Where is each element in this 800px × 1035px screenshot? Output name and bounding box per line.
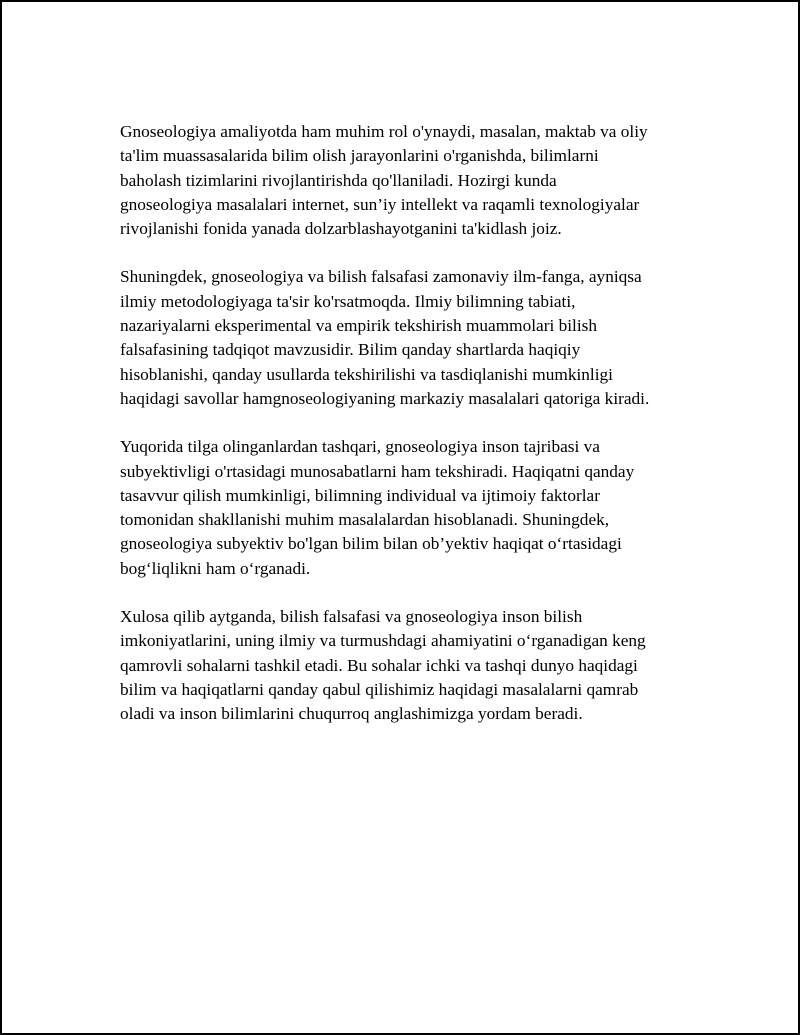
paragraph-line: baholash tizimlarini rivojlantirishda qo'llaniladi. Hozirgi kunda	[120, 170, 557, 190]
paragraph-line: hisoblanishi, qanday usullarda tekshirilishi va tasdiqlanishi mumkinligi	[120, 364, 613, 384]
paragraph-line: ilmiy metodologiyaga ta'sir ko'rsatmoqda. Ilmiy bilimning tabiati,	[120, 291, 576, 311]
paragraph-line: ta'lim muassasalarida bilim olish jarayonlarini o'rganishda, bilimlarni	[120, 146, 599, 166]
paragraph-line: tomonidan shakllanishi muhim masalalardan hisoblanadi. Shuningdek,	[120, 510, 610, 530]
paragraph-line: bilim va haqiqatlarni qanday qabul qilishimiz haqidagi masalalarni qamrab	[120, 679, 639, 699]
paragraph-line: subyektivligi o'rtasidagi munosabatlarni ham tekshiradi. Haqiqatni qanday	[120, 461, 635, 481]
paragraph-line: falsafasining tadqiqot mavzusidir. Bilim qanday shartlarda haqiqiy	[120, 340, 581, 360]
paragraph-line: Xulosa qilib aytganda, bilish falsafasi va gnoseologiya inson bilish	[120, 607, 583, 627]
paragraph-line: Shuningdek, gnoseologiya va bilish falsafasi zamonaviy ilm-fanga, ayniqsa	[120, 267, 642, 287]
paragraph-line: tasavvur qilish mumkinligi, bilimning individual va ijtimoiy faktorlar	[120, 485, 600, 505]
paragraph-line: rivojlanishi fonida yanada dolzarblashayotganini ta'kidlash joiz.	[120, 219, 562, 239]
paragraph-line: Gnoseologiya amaliyotda ham muhim rol o'ynaydi, masalan, maktab va oliy	[120, 122, 648, 141]
paragraph-1	[120, 120, 720, 241]
paragraph-line: gnoseologiya subyektiv bo'lgan bilim bilan ob’yektiv haqiqat o‘rtasidagi	[120, 534, 622, 554]
paragraph-3	[120, 435, 720, 581]
document-body	[120, 120, 720, 751]
paragraph-line: bog‘liqlikni ham o‘rganadi.	[120, 558, 311, 578]
paragraph-line: qamrovli sohalarni tashkil etadi. Bu sohalar ichki va tashqi dunyo haqidagi	[120, 655, 638, 675]
paragraph-line: gnoseologiya masalalari internet, sun’iy intellekt va raqamli texnologiyalar	[120, 194, 640, 214]
paragraph-line: nazariyalarni eksperimental va empirik tekshirish muammolari bilish	[120, 316, 598, 336]
paragraph-line: imkoniyatlarini, uning ilmiy va turmushdagi ahamiyatini o‘rganadigan keng	[120, 631, 646, 651]
paragraph-4	[120, 605, 720, 726]
paragraph-line: haqidagi savollar hamgnoseologiyaning markaziy masalalari qatoriga kiradi.	[120, 388, 650, 408]
paragraph-line: Yuqorida tilga olinganlardan tashqari, gnoseologiya inson tajribasi va	[120, 437, 600, 457]
paragraph-2	[120, 265, 720, 411]
paragraph-line: oladi va inson bilimlarini chuqurroq anglashimizga yordam beradi.	[120, 704, 583, 724]
